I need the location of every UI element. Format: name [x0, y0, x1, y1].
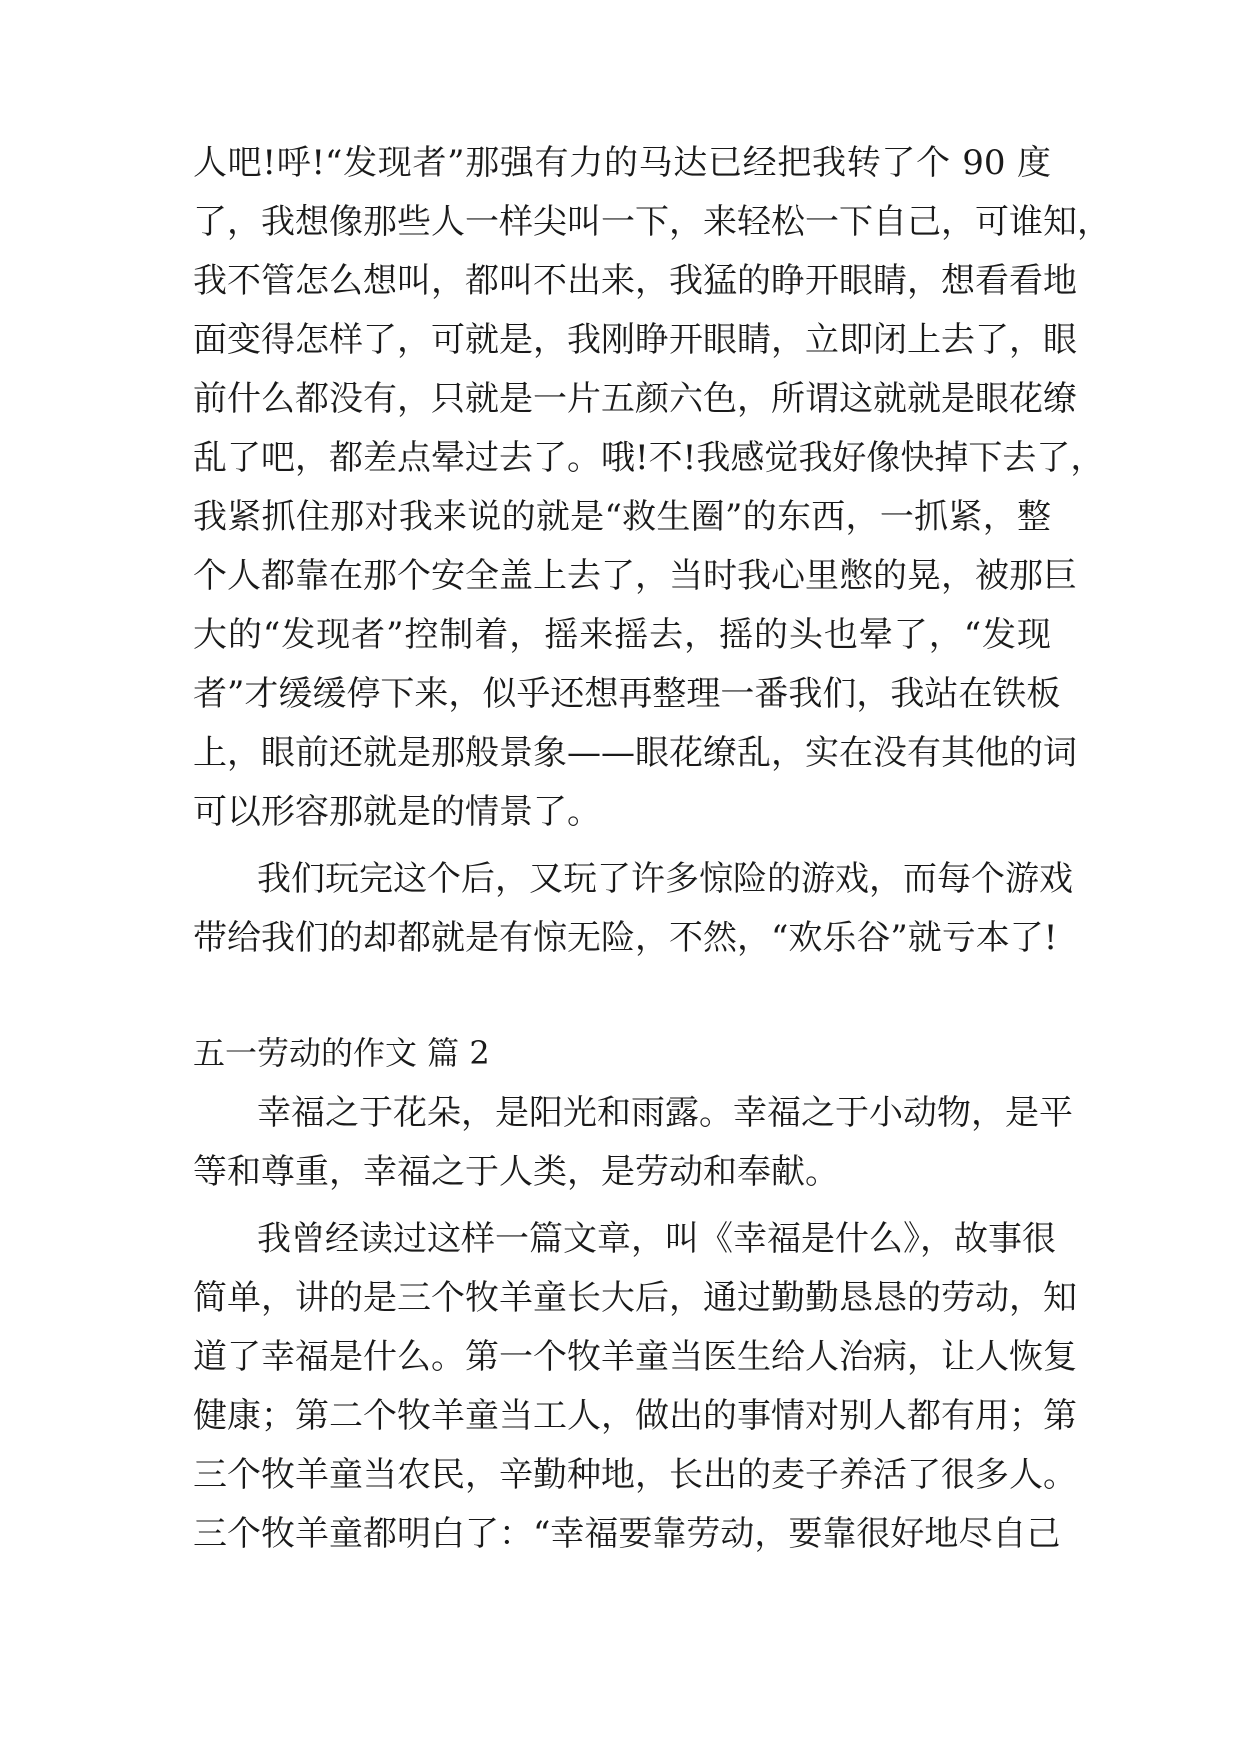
paragraph-line: 个人都靠在那个安全盖上去了，当时我心里憋的晃，被那巨: [193, 556, 1077, 596]
paragraph-line: 面变得怎样了，可就是，我刚睁开眼睛，立即闭上去了，眼: [193, 320, 1077, 360]
paragraph-line: 道了幸福是什么。第一个牧羊童当医生给人治病，让人恢复: [193, 1337, 1077, 1377]
paragraph-line: 三个牧羊童当农民，辛勤种地，长出的麦子养活了很多人。: [193, 1455, 1077, 1495]
paragraph-line: 上，眼前还就是那般景象——眼花缭乱，实在没有其他的词: [193, 733, 1077, 773]
paragraph-line: 了，我想像那些人一样尖叫一下，来轻松一下自己，可谁知，: [193, 202, 1111, 242]
paragraph-line: 乱了吧，都差点晕过去了。哦!不!我感觉我好像快掉下去了，: [193, 438, 1105, 478]
paragraph-line: 我曾经读过这样一篇文章，叫《幸福是什么》，故事很: [257, 1219, 1056, 1259]
paragraph-line: 幸福之于花朵，是阳光和雨露。幸福之于小动物，是平: [257, 1093, 1073, 1133]
paragraph-line: 健康；第二个牧羊童当工人，做出的事情对别人都有用；第: [193, 1396, 1077, 1436]
paragraph-line: 我不管怎么想叫，都叫不出来，我猛的睁开眼睛，想看看地: [193, 261, 1077, 301]
paragraph-line: 带给我们的却都就是有惊无险，不然，“欢乐谷”就亏本了!: [193, 918, 1058, 958]
paragraph-line: 可以形容那就是的情景了。: [193, 792, 601, 832]
paragraph-line: 等和尊重，幸福之于人类，是劳动和奉献。: [193, 1152, 839, 1192]
paragraph-line: 简单，讲的是三个牧羊童长大后，通过勤勤恳恳的劳动，知: [193, 1278, 1077, 1318]
paragraph-line: 前什么都没有，只就是一片五颜六色，所谓这就就是眼花缭: [193, 379, 1077, 419]
section-heading: 五一劳动的作文 篇 2: [193, 1034, 490, 1072]
paragraph-line: 我们玩完这个后，又玩了许多惊险的游戏，而每个游戏: [257, 859, 1073, 899]
paragraph-line: 大的“发现者”控制着，摇来摇去，摇的头也晕了，“发现: [193, 615, 1051, 655]
paragraph-line: 三个牧羊童都明白了：“幸福要靠劳动，要靠很好地尽自己: [193, 1514, 1061, 1554]
paragraph-line: 者”才缓缓停下来，似乎还想再整理一番我们，我站在铁板: [193, 674, 1061, 714]
paragraph-line: 我紧抓住那对我来说的就是“救生圈”的东西，一抓紧，整: [193, 497, 1051, 537]
paragraph-line: 人吧!呼!“发现者”那强有力的马达已经把我转了个 90 度: [193, 143, 1051, 183]
